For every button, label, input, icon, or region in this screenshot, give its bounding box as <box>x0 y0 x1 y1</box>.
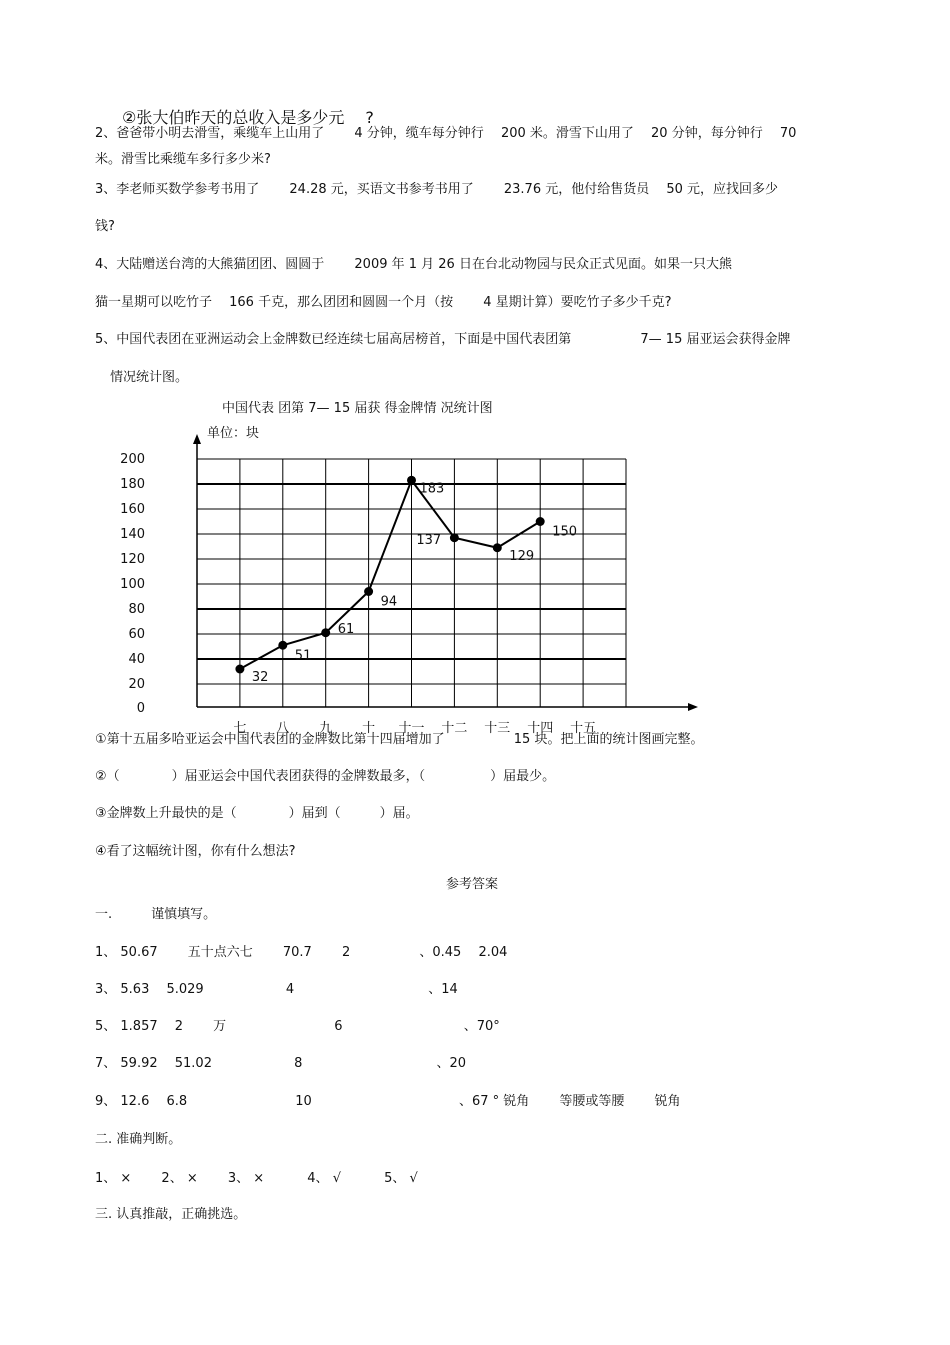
x-tick-label: 八 <box>276 721 290 736</box>
data-label: 51 <box>294 648 312 664</box>
data-label: 129 <box>509 548 535 564</box>
answers-heading: 参考答案 <box>446 877 499 892</box>
answers-row-1: 1、 50.67 五十点六七 70.7 2 、0.45 2.04 <box>95 945 508 960</box>
chart-unit-label: 单位：块 <box>207 426 260 441</box>
series-line <box>240 480 540 669</box>
y-tick-label: 40 <box>128 652 145 667</box>
data-label: 137 <box>416 532 442 548</box>
data-label: 61 <box>337 621 355 637</box>
y-tick-label: 100 <box>120 577 145 592</box>
problem-q4-line1: 4、大陆赠送台湾的大熊猫团团、圆圆于 2009 年 1 月 26 日在台北动物园与民众正式见面。如果一只大熊 <box>95 257 732 272</box>
data-label: 32 <box>251 670 269 685</box>
answers-row-5: 9、 12.6 6.8 10 、67 ° 锐角 等腰或等腰 锐角 <box>95 1094 681 1109</box>
x-tick-label: 九 <box>319 721 333 736</box>
x-tick-label: 十五 <box>570 721 597 736</box>
y-tick-label: 140 <box>120 527 145 542</box>
y-tick-label: 80 <box>128 602 145 617</box>
answers-section-2-title: 二. 准确判断。 <box>95 1132 182 1147</box>
question-b: ②（ ）届亚运会中国代表团获得的金牌数最多，（ ）届最少。 <box>95 769 556 784</box>
x-tick-label: 十二 <box>441 721 468 736</box>
problem-q4-line2: 猫一星期可以吃竹子 166 千克，那么团团和圆圆一个月（按 4 星期计算）要吃竹子多少千克? <box>95 295 672 310</box>
problem-q2-line2: 米。滑雪比乘缆车多行多少米? <box>95 152 271 167</box>
answers-row-2: 3、 5.63 5.029 4 、14 <box>95 982 458 997</box>
y-axis-arrow <box>193 434 201 444</box>
x-axis-arrow <box>688 703 698 711</box>
answers-row-4: 7、 59.92 51.02 8 、20 <box>95 1056 467 1071</box>
problem-q3-line1: 3、李老师买数学参考书用了 24.28 元，买语文书参考书用了 23.76 元，他付给售货员 50 元，应找回多少 <box>95 182 779 197</box>
data-point <box>278 641 287 650</box>
answers-section-1-title: 一. 谨慎填写。 <box>95 907 217 922</box>
data-point <box>493 543 502 552</box>
y-tick-label: 20 <box>128 677 145 692</box>
question-a: ①第十五届多哈亚运会中国代表团的金牌数比第十四届增加了 15 块。把上面的统计图画完整。 <box>95 732 704 747</box>
y-tick-label: 200 <box>120 452 145 467</box>
problem-q5-line2: 情况统计图。 <box>110 370 189 385</box>
question-c: ③金牌数上升最快的是（ ）届到（ ）届。 <box>95 806 419 821</box>
data-point <box>536 517 545 526</box>
x-tick-label: 十四 <box>527 721 554 736</box>
problem-q5-line1: 5、中国代表团在亚洲运动会上金牌数已经连续七届高居榜首，下面是中国代表团第 7— 15 届亚运会获得金牌 <box>95 332 791 347</box>
problem-q2-line1: 2、爸爸带小明去滑雪，乘缆车上山用了 4 分钟，缆车每分钟行 200 米。滑雪下山用了 20 分钟，每分钟行 70 <box>95 126 797 141</box>
data-label: 94 <box>380 594 398 610</box>
x-tick-label: 十 <box>362 721 376 736</box>
y-tick-label: 160 <box>120 502 145 517</box>
x-tick-label: 十三 <box>484 721 511 736</box>
chart-title: 中国代表 团第 7— 15 届获 得金牌情 况统计图 <box>222 401 493 416</box>
problem-q1-sub2: ②张大伯昨天的总收入是多少元 ? <box>122 108 374 127</box>
y-tick-label: 0 <box>136 701 145 716</box>
data-point <box>364 587 373 596</box>
y-tick-label: 60 <box>128 627 145 642</box>
x-tick-label: 七 <box>233 721 247 736</box>
answers-row-3: 5、 1.857 2 万 6 、70° <box>95 1019 500 1034</box>
x-tick-label: 十一 <box>398 721 425 736</box>
data-label: 183 <box>419 481 445 497</box>
data-point <box>235 665 244 674</box>
answers-section-3-title: 三. 认真推敲，正确挑选。 <box>95 1207 247 1222</box>
y-tick-label: 180 <box>120 477 145 492</box>
data-point <box>407 476 416 485</box>
data-point <box>450 533 459 542</box>
data-point <box>321 628 330 637</box>
answers-row-6: 1、 × 2、 × 3、 × 4、 √ 5、 √ <box>95 1171 418 1186</box>
data-label: 150 <box>552 524 578 540</box>
y-tick-label: 120 <box>120 552 145 567</box>
question-d: ④看了这幅统计图，你有什么想法? <box>95 844 296 859</box>
problem-q3-line2: 钱? <box>95 219 115 234</box>
